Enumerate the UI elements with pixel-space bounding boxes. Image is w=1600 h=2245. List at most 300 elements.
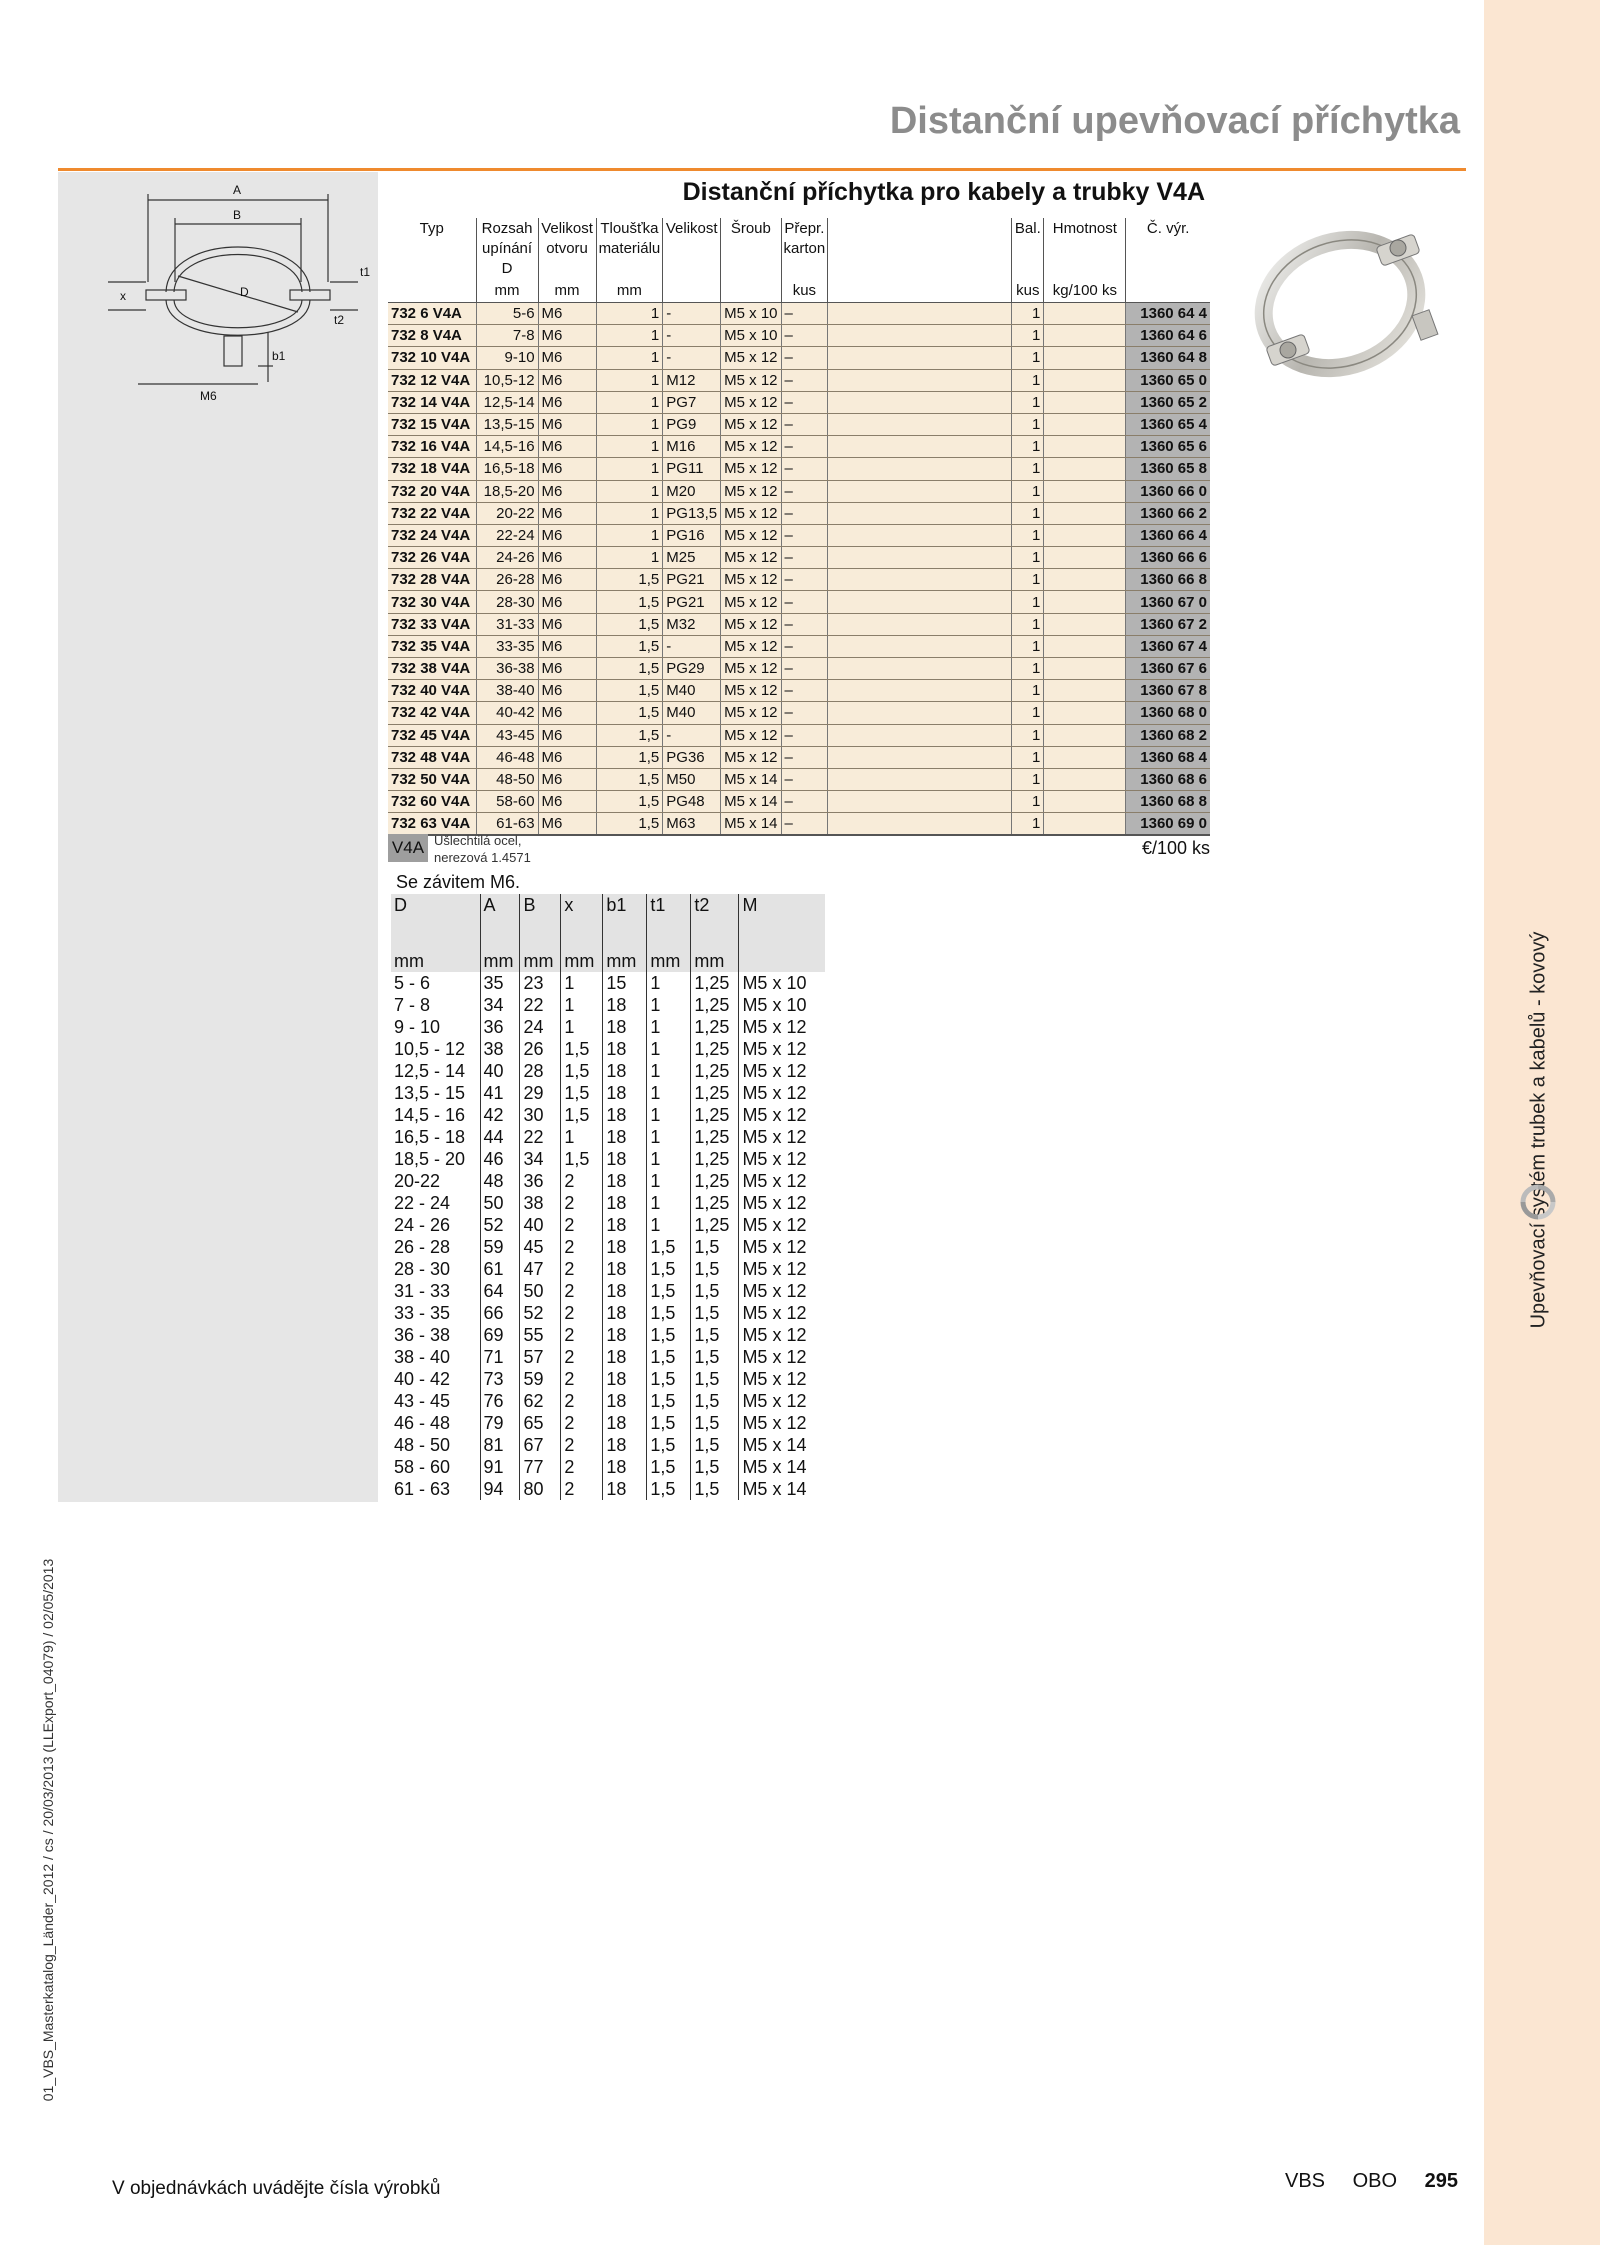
table-cell: 1 [596,303,663,325]
recycle-arrows-icon [1519,1183,1557,1221]
table-cell: 732 20 V4A [388,480,476,502]
table-cell: 18 [603,1324,647,1346]
table-cell: 18,5 - 20 [391,1148,480,1170]
dimension-table-units [391,950,825,972]
table-cell: M5 x 12 [742,1171,807,1191]
table-cell: 40 [520,1214,561,1236]
table-cell: – [781,436,828,458]
thread-note: Se závitem M6. [396,872,521,892]
table-cell: 1,5 [691,1412,739,1434]
table-cell: 1,5 [691,1302,739,1324]
table-cell: 28 - 30 [391,1258,480,1280]
table-cell: 2 [561,1346,603,1368]
table-cell [828,635,1012,657]
table-cell: - [663,724,721,746]
table-cell: 20-22 [391,1170,480,1192]
table-cell [828,458,1012,480]
table-cell: 1 [596,480,663,502]
table-cell [828,369,1012,391]
table-cell: 1 [647,1016,691,1038]
table-cell: M5 x 10 [721,303,781,325]
table-cell: 76 [480,1390,520,1412]
table-cell: – [781,524,828,546]
table-cell: 2 [561,1214,603,1236]
table-cell: 7 - 8 [391,994,480,1016]
table-cell: M6 [538,391,596,413]
table-cell: 1,5 [647,1280,691,1302]
table-cell: 1 [1012,591,1044,613]
product-header-cell: Č. výr. [1146,220,1190,237]
table-cell: 1 [561,1126,603,1148]
table-cell: 12,5 - 14 [391,1060,480,1082]
table-row [388,680,1210,702]
table-cell: 732 45 V4A [388,724,476,746]
table-cell [1044,391,1126,413]
table-cell: 18 [603,1192,647,1214]
table-cell: 24 - 26 [391,1214,480,1236]
article-number-cell: 1360 64 8 [1126,347,1210,369]
table-cell: M6 [538,613,596,635]
dimension-unit-cell: mm [647,950,691,972]
article-number-cell: 1360 66 8 [1126,569,1210,591]
table-row [391,1148,825,1170]
table-row [388,413,1210,435]
table-cell: 2 [561,1192,603,1214]
table-cell: 2 [561,1170,603,1192]
table-cell: 2 [561,1258,603,1280]
table-cell: 2 [561,1368,603,1390]
article-number-cell: 1360 66 4 [1126,524,1210,546]
table-cell: M5 x 12 [742,1017,807,1037]
table-cell: M6 [538,591,596,613]
label-t2: t2 [334,313,345,327]
table-cell: 38 [480,1038,520,1060]
table-row [388,369,1210,391]
table-cell [1044,768,1126,790]
table-cell: M40 [663,680,721,702]
table-cell: 16,5-18 [476,458,538,480]
table-cell: 44 [480,1126,520,1148]
label-b1: b1 [272,349,286,363]
technical-drawing-panel [58,172,378,1502]
table-cell: 55 [520,1324,561,1346]
table-cell: 57 [520,1346,561,1368]
table-row [388,303,1210,325]
table-cell: 1,5 [596,658,663,680]
table-cell: 732 15 V4A [388,413,476,435]
table-cell [828,768,1012,790]
table-cell: 35 [480,972,520,994]
article-number-cell: 1360 69 0 [1126,813,1210,836]
table-row [388,658,1210,680]
table-cell [1044,413,1126,435]
table-cell: 18 [603,1434,647,1456]
product-header-cell: Velikost [663,218,721,280]
table-cell: 18 [603,1016,647,1038]
table-cell: M5 x 12 [721,680,781,702]
table-cell [828,702,1012,724]
table-cell: 732 30 V4A [388,591,476,613]
table-row [388,635,1210,657]
table-row [388,347,1210,369]
table-cell: 34 [480,994,520,1016]
table-cell: 16,5 - 18 [391,1126,480,1148]
article-number-cell: 1360 68 0 [1126,702,1210,724]
table-cell [1044,724,1126,746]
table-row [391,1346,825,1368]
table-cell: M6 [538,658,596,680]
material-note [434,832,531,866]
table-cell: 1 [1012,369,1044,391]
table-cell: 732 60 V4A [388,791,476,813]
label-m6: M6 [200,389,217,403]
table-cell: – [781,791,828,813]
table-cell: 26 [520,1038,561,1060]
table-row [388,502,1210,524]
table-cell: 1 [647,1148,691,1170]
table-cell: 2 [561,1302,603,1324]
table-cell: 1,5 [561,1038,603,1060]
table-cell [1044,791,1126,813]
product-header-cell: Velikost otvoru [538,218,596,280]
dimension-unit-cell: mm [520,950,561,972]
table-cell: 1 [1012,569,1044,591]
table-cell: 18,5-20 [476,480,538,502]
table-cell: 1,5 [596,791,663,813]
table-cell [1044,613,1126,635]
table-cell: M5 x 12 [721,635,781,657]
table-cell [1044,303,1126,325]
product-table-units [388,280,1210,303]
table-row [391,1302,825,1324]
table-cell: 59 [520,1368,561,1390]
table-cell: 1 [647,1126,691,1148]
table-cell: PG29 [663,658,721,680]
table-cell: 2 [561,1390,603,1412]
table-cell: M6 [538,635,596,657]
table-cell: 38 [520,1192,561,1214]
table-cell [1044,702,1126,724]
table-cell: – [781,702,828,724]
table-cell [1044,746,1126,768]
table-cell: 48-50 [476,768,538,790]
table-cell: 33-35 [476,635,538,657]
table-cell: 18 [603,1280,647,1302]
table-cell: M5 x 12 [742,1369,807,1389]
table-cell: 1,5 [691,1434,739,1456]
table-cell: 47 [520,1258,561,1280]
table-cell [1044,635,1126,657]
table-cell: 18 [603,1126,647,1148]
table-cell [828,613,1012,635]
table-cell: – [781,768,828,790]
dimension-table-header [391,894,825,950]
label-t1: t1 [360,265,371,279]
table-cell: 5 - 6 [391,972,480,994]
product-unit-cell [1126,280,1210,303]
table-cell: 1 [596,524,663,546]
table-cell: 13,5-15 [476,413,538,435]
table-cell: M5 x 14 [742,1435,807,1455]
table-cell: 1,25 [691,1192,739,1214]
table-cell [828,658,1012,680]
table-cell: – [781,547,828,569]
page-number: 295 [1424,2170,1458,2192]
product-unit-cell: mm [538,280,596,303]
table-cell: 36-38 [476,658,538,680]
table-cell: – [781,480,828,502]
table-cell: 14,5-16 [476,436,538,458]
table-cell: 732 35 V4A [388,635,476,657]
table-cell: 2 [561,1236,603,1258]
table-cell: 2 [561,1412,603,1434]
table-cell: M5 x 12 [721,524,781,546]
table-cell: 12,5-14 [476,391,538,413]
table-cell: 18 [603,1236,647,1258]
table-cell: – [781,724,828,746]
table-cell: M5 x 12 [721,569,781,591]
table-cell [828,413,1012,435]
table-cell: 1 [1012,347,1044,369]
table-cell: M5 x 12 [742,1149,807,1169]
table-cell: 18 [603,1302,647,1324]
table-cell: 1,5 [691,1390,739,1412]
table-cell: - [663,303,721,325]
table-cell: 18 [603,1170,647,1192]
table-cell: M5 x 12 [721,658,781,680]
article-number-cell: 1360 64 4 [1126,303,1210,325]
product-header-cell: Šroub [721,218,781,280]
table-cell: 18 [603,1390,647,1412]
table-cell: M6 [538,480,596,502]
table-cell: – [781,413,828,435]
table-cell [1044,458,1126,480]
dimension-table [391,894,825,1500]
table-cell: 1,5 [691,1258,739,1280]
table-cell [828,502,1012,524]
article-number-cell: 1360 66 0 [1126,480,1210,502]
table-cell: 1 [647,1170,691,1192]
article-number-cell: 1360 68 2 [1126,724,1210,746]
table-cell: M5 x 12 [742,1215,807,1235]
table-cell: 1,5 [647,1302,691,1324]
table-cell: 1,25 [691,1082,739,1104]
table-cell: 22 [520,994,561,1016]
table-cell: 28-30 [476,591,538,613]
table-cell: 34 [520,1148,561,1170]
table-cell: 58-60 [476,791,538,813]
table-cell: 1 [1012,436,1044,458]
table-cell: 26-28 [476,569,538,591]
table-cell [828,480,1012,502]
table-cell: 40-42 [476,702,538,724]
table-cell: PG13,5 [663,502,721,524]
table-row [388,569,1210,591]
table-cell: – [781,680,828,702]
table-cell: M5 x 12 [721,591,781,613]
table-cell: M20 [663,480,721,502]
dimension-unit-cell: mm [561,950,603,972]
dimension-header-cell: x [561,894,603,950]
material-line-2: nerezová 1.4571 [434,850,531,865]
table-cell: 1 [1012,658,1044,680]
table-cell: 1 [647,1214,691,1236]
table-row [391,1214,825,1236]
table-cell: 77 [520,1456,561,1478]
table-cell: 732 24 V4A [388,524,476,546]
table-cell: 732 10 V4A [388,347,476,369]
table-cell: 61 - 63 [391,1478,480,1500]
table-cell: 1,25 [691,1038,739,1060]
table-cell: M5 x 12 [721,391,781,413]
table-cell: 1 [596,458,663,480]
table-cell [1044,369,1126,391]
table-cell [828,436,1012,458]
clamp-dimension-drawing [58,172,378,432]
table-cell: M6 [538,768,596,790]
dimension-unit-cell: mm [391,950,480,972]
article-number-cell: 1360 65 6 [1126,436,1210,458]
table-cell: 1,5 [596,768,663,790]
table-row [388,724,1210,746]
table-cell: 1 [1012,547,1044,569]
table-cell: 1 [1012,413,1044,435]
table-cell: PG11 [663,458,721,480]
product-header-cell: Hmotnost [1044,218,1126,280]
material-badge: V4A [388,834,428,862]
table-cell: 1,25 [691,1060,739,1082]
table-cell: 9-10 [476,347,538,369]
table-cell: M12 [663,369,721,391]
table-cell: PG16 [663,524,721,546]
table-cell: 7-8 [476,325,538,347]
dimension-header-cell: A [480,894,520,950]
table-cell: 732 40 V4A [388,680,476,702]
table-cell: 66 [480,1302,520,1324]
table-cell: 1 [596,325,663,347]
table-cell: – [781,347,828,369]
product-unit-cell: kus [1012,280,1044,303]
table-row [391,1104,825,1126]
table-cell: M5 x 12 [721,369,781,391]
table-cell [828,680,1012,702]
table-cell: M5 x 12 [742,1281,807,1301]
table-cell: 1 [647,1104,691,1126]
table-cell: 732 26 V4A [388,547,476,569]
title-rule [58,168,1466,171]
table-cell: 1,5 [647,1390,691,1412]
table-cell: 18 [603,1082,647,1104]
article-number-cell: 1360 66 2 [1126,502,1210,524]
table-cell: 2 [561,1434,603,1456]
table-cell [1044,480,1126,502]
table-cell: 732 38 V4A [388,658,476,680]
table-cell: M5 x 12 [742,1237,807,1257]
table-cell: 732 63 V4A [388,813,476,836]
table-cell: M5 x 12 [742,1259,807,1279]
product-table [388,218,1210,836]
table-cell: M5 x 12 [721,746,781,768]
table-row [391,1324,825,1346]
table-row [388,480,1210,502]
article-number-cell: 1360 65 4 [1126,413,1210,435]
dimension-unit-cell: mm [691,950,739,972]
dimension-header-cell: M [739,894,825,950]
table-cell: M5 x 12 [742,1303,807,1323]
table-cell: 28 [520,1060,561,1082]
table-cell: 1,5 [647,1258,691,1280]
table-cell: 732 33 V4A [388,613,476,635]
table-cell: 80 [520,1478,561,1500]
table-cell: 13,5 - 15 [391,1082,480,1104]
clamp-product-photo [1228,200,1458,400]
table-cell: M32 [663,613,721,635]
table-cell: PG21 [663,591,721,613]
table-cell: – [781,613,828,635]
table-row [388,436,1210,458]
table-cell: - [663,635,721,657]
table-cell: M5 x 12 [721,547,781,569]
table-cell: 1,5 [561,1060,603,1082]
table-cell [1044,347,1126,369]
table-cell: M5 x 12 [742,1127,807,1147]
table-cell: 1,25 [691,1214,739,1236]
table-cell: 52 [520,1302,561,1324]
table-cell: 2 [561,1280,603,1302]
table-row [388,746,1210,768]
table-cell: M5 x 12 [721,613,781,635]
table-cell: – [781,569,828,591]
table-cell: 1,5 [691,1324,739,1346]
label-x: x [120,289,126,303]
table-cell: 33 - 35 [391,1302,480,1324]
table-cell: 1,25 [691,1126,739,1148]
table-cell: 40 - 42 [391,1368,480,1390]
table-cell: 1,5 [561,1104,603,1126]
table-cell: 1 [1012,480,1044,502]
table-cell: 1,5 [647,1434,691,1456]
table-row [388,591,1210,613]
table-cell: – [781,591,828,613]
table-cell: M6 [538,702,596,724]
table-cell: 1 [1012,768,1044,790]
table-cell: 18 [603,1456,647,1478]
article-number-cell: 1360 65 0 [1126,369,1210,391]
product-unit-cell: mm [596,280,663,303]
table-cell [828,569,1012,591]
table-cell [1044,547,1126,569]
table-row [391,1170,825,1192]
table-cell [828,303,1012,325]
table-cell: M50 [663,768,721,790]
table-cell: 48 - 50 [391,1434,480,1456]
table-cell: M6 [538,746,596,768]
table-cell: 1 [1012,813,1044,836]
table-cell: 20-22 [476,502,538,524]
table-cell: 30 [520,1104,561,1126]
table-cell: 65 [520,1412,561,1434]
table-cell: 1,5 [596,724,663,746]
table-cell: 1,5 [647,1368,691,1390]
table-cell: 73 [480,1368,520,1390]
table-cell: M6 [538,458,596,480]
table-row [388,391,1210,413]
table-cell: – [781,502,828,524]
table-cell: M6 [538,724,596,746]
table-cell: 1,5 [596,702,663,724]
table-cell: 1,25 [691,1016,739,1038]
table-row [391,1434,825,1456]
